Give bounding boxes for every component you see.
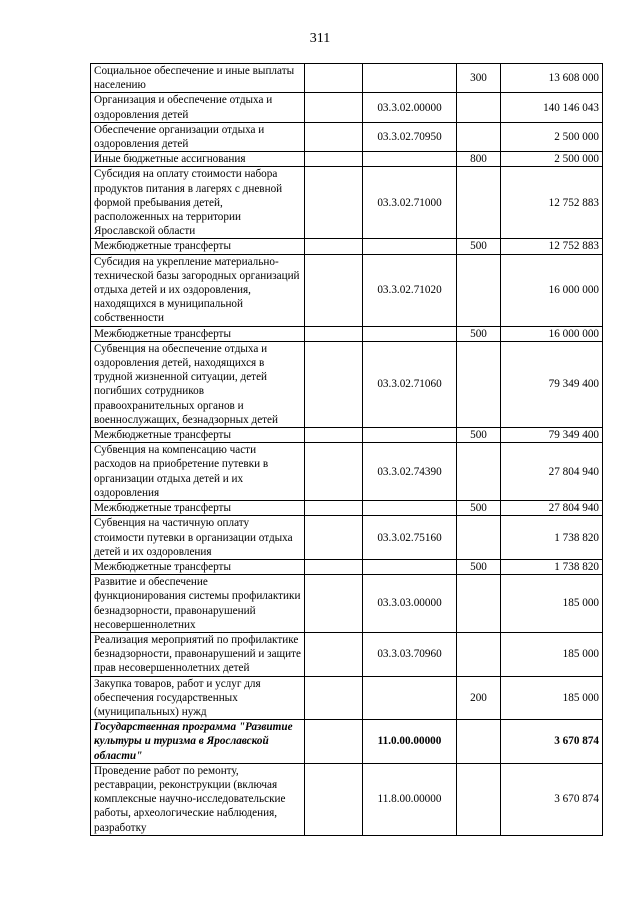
table-row — [91, 152, 603, 167]
table-row — [91, 428, 603, 443]
expense-type-cell: 500 — [457, 326, 501, 341]
expense-type-cell — [457, 122, 501, 151]
item-name-cell: Государственная программа "Развитие культуры и туризма в Ярославской области" — [91, 720, 305, 764]
expense-type-cell: 500 — [457, 428, 501, 443]
item-name-cell: Иные бюджетные ассигнования — [91, 152, 305, 167]
empty-column-cell — [305, 254, 363, 326]
amount-cell: 140 146 043 — [501, 93, 603, 122]
target-code-cell — [363, 326, 457, 341]
empty-column-cell — [305, 122, 363, 151]
amount-cell: 12 752 883 — [501, 167, 603, 239]
expense-type-cell — [457, 167, 501, 239]
table-row — [91, 254, 603, 326]
amount-cell: 13 608 000 — [501, 64, 603, 93]
item-name-cell: Организация и обеспечение отдыха и оздоровления детей — [91, 93, 305, 122]
item-name-cell: Развитие и обеспечение функционирования системы профилактики безнадзорности, правонарушений несовершеннолетних — [91, 575, 305, 633]
table-row — [91, 64, 603, 93]
amount-cell: 3 670 874 — [501, 720, 603, 764]
table-row — [91, 676, 603, 720]
item-name-cell: Обеспечение организации отдыха и оздоровления детей — [91, 122, 305, 151]
amount-cell: 16 000 000 — [501, 326, 603, 341]
item-name-cell: Межбюджетные трансферты — [91, 239, 305, 254]
item-name-cell: Субвенция на обеспечение отдыха и оздоровления детей, находящихся в трудной жизненной ситуации, детей погибших сотрудников правоохранительных органов и военнослужащих, безнадзорных детей — [91, 341, 305, 427]
target-code-cell: 03.3.02.71000 — [363, 167, 457, 239]
table-row — [91, 341, 603, 427]
target-code-cell: 03.3.03.70960 — [363, 632, 457, 676]
target-code-cell: 03.3.02.74390 — [363, 443, 457, 501]
amount-cell: 2 500 000 — [501, 152, 603, 167]
expense-type-cell — [457, 720, 501, 764]
empty-column-cell — [305, 763, 363, 835]
empty-column-cell — [305, 239, 363, 254]
expense-type-cell — [457, 93, 501, 122]
target-code-cell — [363, 559, 457, 574]
empty-column-cell — [305, 516, 363, 560]
table-row — [91, 122, 603, 151]
target-code-cell: 03.3.02.71020 — [363, 254, 457, 326]
target-code-cell: 03.3.03.00000 — [363, 575, 457, 633]
target-code-cell: 03.3.02.71060 — [363, 341, 457, 427]
target-code-cell — [363, 152, 457, 167]
item-name-cell: Межбюджетные трансферты — [91, 428, 305, 443]
item-name-cell: Субвенция на частичную оплату стоимости путевки в организации отдыха детей и их оздоровления — [91, 516, 305, 560]
empty-column-cell — [305, 575, 363, 633]
empty-column-cell — [305, 64, 363, 93]
amount-cell: 2 500 000 — [501, 122, 603, 151]
amount-cell: 1 738 820 — [501, 559, 603, 574]
table-row — [91, 93, 603, 122]
item-name-cell: Межбюджетные трансферты — [91, 559, 305, 574]
target-code-cell: 03.3.02.00000 — [363, 93, 457, 122]
item-name-cell: Субсидия на укрепление материально-технической базы загородных организаций отдыха детей и их оздоровления, находящихся в муниципальной собственности — [91, 254, 305, 326]
expense-type-cell: 200 — [457, 676, 501, 720]
item-name-cell: Межбюджетные трансферты — [91, 501, 305, 516]
expense-type-cell: 500 — [457, 501, 501, 516]
expense-type-cell — [457, 443, 501, 501]
expense-type-cell: 800 — [457, 152, 501, 167]
empty-column-cell — [305, 501, 363, 516]
target-code-cell: 11.8.00.00000 — [363, 763, 457, 835]
empty-column-cell — [305, 152, 363, 167]
table-row — [91, 720, 603, 764]
table-row — [91, 167, 603, 239]
expense-type-cell — [457, 254, 501, 326]
amount-cell: 12 752 883 — [501, 239, 603, 254]
target-code-cell: 11.0.00.00000 — [363, 720, 457, 764]
table-row — [91, 443, 603, 501]
table-row — [91, 575, 603, 633]
page-number: 311 — [309, 31, 331, 46]
empty-column-cell — [305, 93, 363, 122]
item-name-cell: Реализация мероприятий по профилактике безнадзорности, правонарушений и защите прав несовершеннолетних детей — [91, 632, 305, 676]
target-code-cell — [363, 64, 457, 93]
expense-type-cell: 500 — [457, 239, 501, 254]
target-code-cell — [363, 428, 457, 443]
budget-table-body — [91, 64, 603, 836]
item-name-cell: Межбюджетные трансферты — [91, 326, 305, 341]
amount-cell: 27 804 940 — [501, 443, 603, 501]
empty-column-cell — [305, 428, 363, 443]
budget-table — [90, 63, 603, 836]
expense-type-cell: 300 — [457, 64, 501, 93]
table-row — [91, 559, 603, 574]
table-row — [91, 516, 603, 560]
item-name-cell: Закупка товаров, работ и услуг для обеспечения государственных (муниципальных) нужд — [91, 676, 305, 720]
table-row — [91, 763, 603, 835]
amount-cell: 1 738 820 — [501, 516, 603, 560]
item-name-cell: Социальное обеспечение и иные выплаты населению — [91, 64, 305, 93]
expense-type-cell — [457, 575, 501, 633]
amount-cell: 79 349 400 — [501, 428, 603, 443]
empty-column-cell — [305, 167, 363, 239]
amount-cell: 27 804 940 — [501, 501, 603, 516]
empty-column-cell — [305, 443, 363, 501]
target-code-cell — [363, 676, 457, 720]
empty-column-cell — [305, 341, 363, 427]
target-code-cell — [363, 239, 457, 254]
expense-type-cell — [457, 516, 501, 560]
item-name-cell: Субсидия на оплату стоимости набора продуктов питания в лагерях с дневной формой пребывания детей, расположенных на территории Ярославской области — [91, 167, 305, 239]
table-row — [91, 239, 603, 254]
table-row — [91, 632, 603, 676]
target-code-cell: 03.3.02.75160 — [363, 516, 457, 560]
empty-column-cell — [305, 676, 363, 720]
amount-cell: 16 000 000 — [501, 254, 603, 326]
table-row — [91, 326, 603, 341]
amount-cell: 185 000 — [501, 676, 603, 720]
amount-cell: 79 349 400 — [501, 341, 603, 427]
expense-type-cell — [457, 763, 501, 835]
expense-type-cell — [457, 632, 501, 676]
item-name-cell: Субвенция на компенсацию части расходов на приобретение путевки в организации отдыха детей и их оздоровления — [91, 443, 305, 501]
empty-column-cell — [305, 632, 363, 676]
empty-column-cell — [305, 326, 363, 341]
empty-column-cell — [305, 559, 363, 574]
empty-column-cell — [305, 720, 363, 764]
amount-cell: 3 670 874 — [501, 763, 603, 835]
amount-cell: 185 000 — [501, 632, 603, 676]
target-code-cell — [363, 501, 457, 516]
amount-cell: 185 000 — [501, 575, 603, 633]
item-name-cell: Проведение работ по ремонту, реставрации, реконструкции (включая комплексные научно-исследовательские работы, археологические наблюдения, разработку — [91, 763, 305, 835]
table-row — [91, 501, 603, 516]
expense-type-cell: 500 — [457, 559, 501, 574]
expense-type-cell — [457, 341, 501, 427]
target-code-cell: 03.3.02.70950 — [363, 122, 457, 151]
